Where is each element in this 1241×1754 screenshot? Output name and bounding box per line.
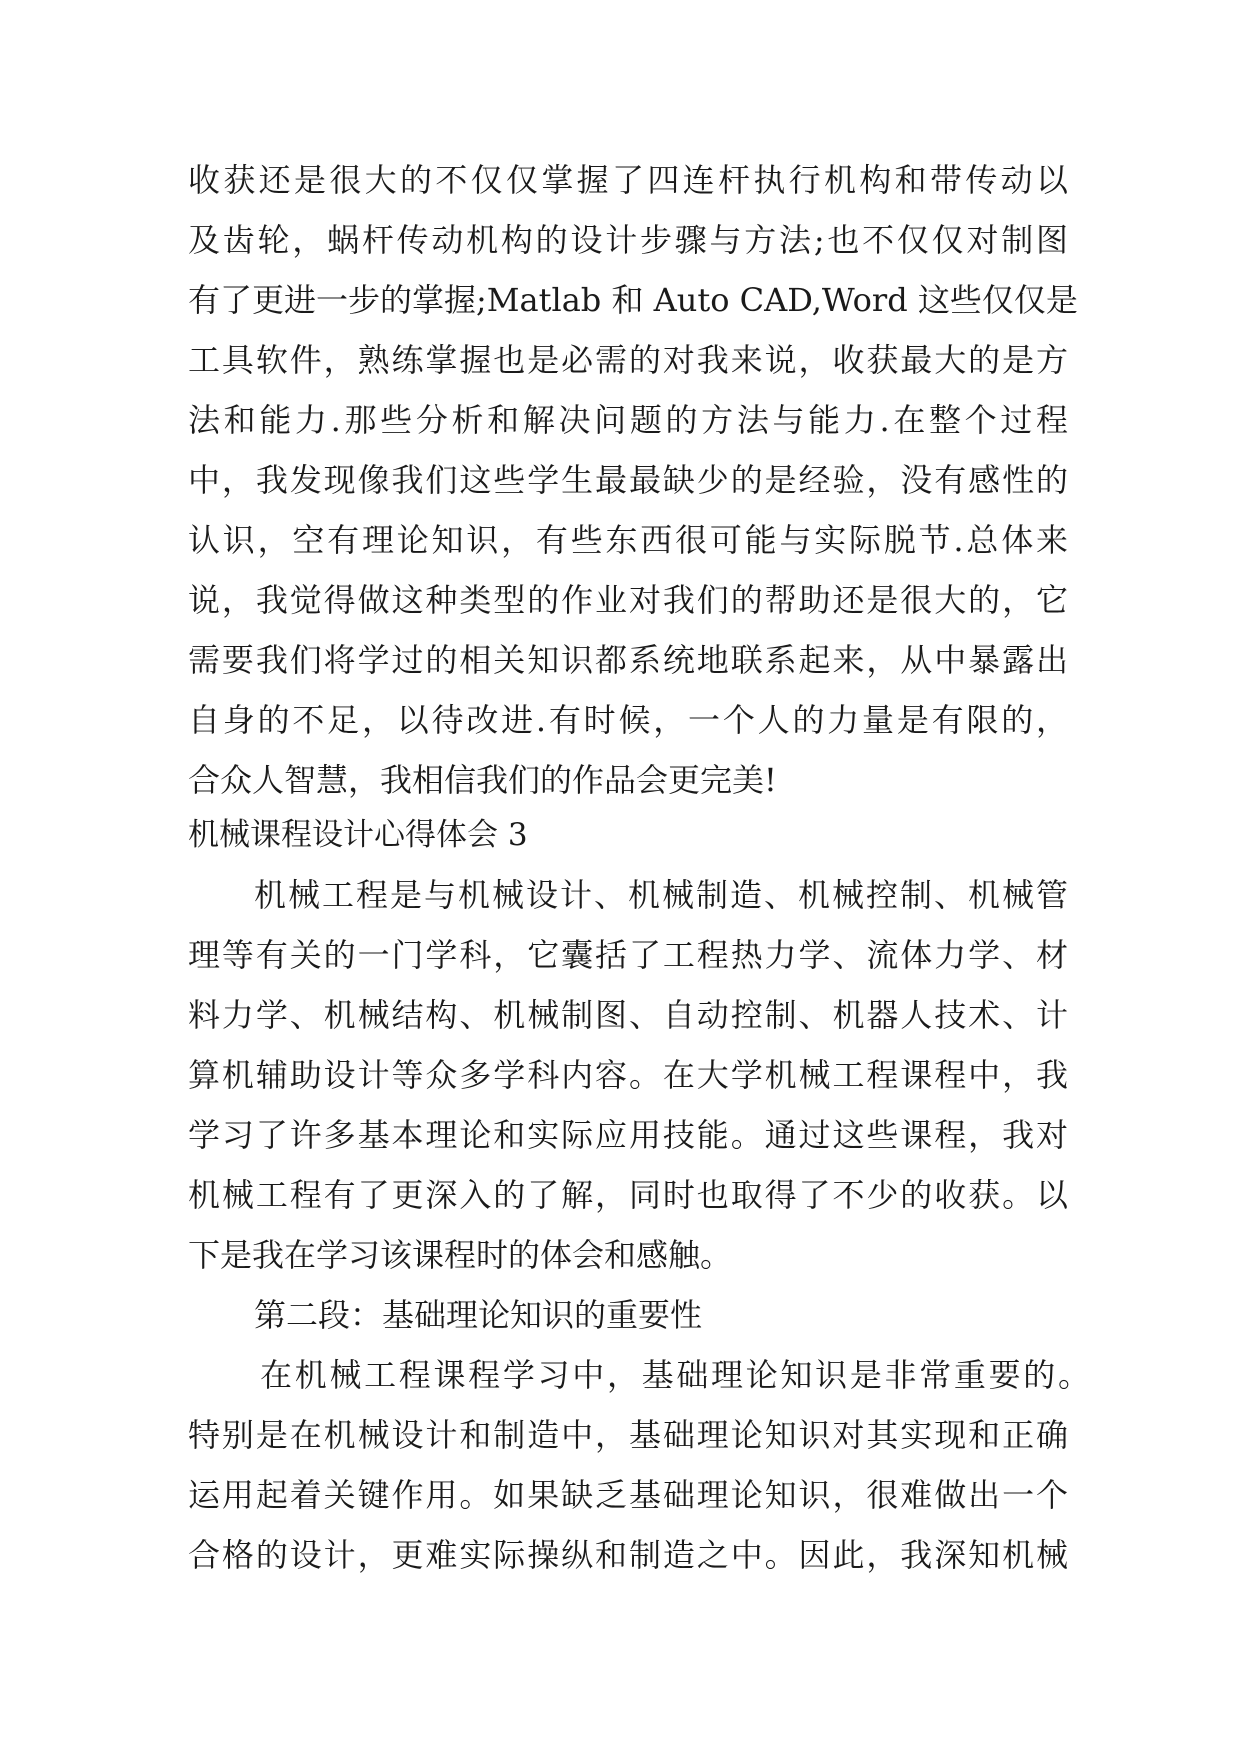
text-line: 中，我发现像我们这些学生最最缺少的是经验，没有感性的	[188, 461, 1068, 499]
text-line: 认识，空有理论知识，有些东西很可能与实际脱节.总体来	[188, 521, 1068, 559]
text-line: 及齿轮，蜗杆传动机构的设计步骤与方法;也不仅仅对制图	[188, 221, 1068, 259]
text-line: 运用起着关键作用。如果缺乏基础理论知识，很难做出一个	[188, 1476, 1068, 1514]
text-line: 算机辅助设计等众多学科内容。在大学机械工程课程中，我	[188, 1056, 1068, 1094]
subsection-heading: 第二段：基础理论知识的重要性	[254, 1296, 703, 1334]
section-heading: 机械课程设计心得体会 3	[188, 817, 528, 853]
text-line: 自身的不足，以待改进.有时候，一个人的力量是有限的，	[188, 701, 1068, 739]
text-line: 下是我在学习该课程时的体会和感触。	[188, 1236, 733, 1274]
text-line: 有了更进一步的掌握;Matlab 和 Auto CAD,Word 这些仅仅是	[188, 281, 1078, 319]
text-line: 合格的设计，更难实际操纵和制造之中。因此，我深知机械	[188, 1536, 1068, 1574]
text-line: 工具软件，熟练掌握也是必需的对我来说，收获最大的是方	[188, 341, 1068, 379]
text-line: 学习了许多基本理论和实际应用技能。通过这些课程，我对	[188, 1116, 1068, 1154]
text-line: 收获还是很大的不仅仅掌握了四连杆执行机构和带传动以	[188, 161, 1068, 199]
text-line: 说，我觉得做这种类型的作业对我们的帮助还是很大的，它	[188, 581, 1068, 619]
text-line: 机械工程有了更深入的了解，同时也取得了不少的收获。以	[188, 1176, 1068, 1214]
text-line: 特别是在机械设计和制造中，基础理论知识对其实现和正确	[188, 1416, 1068, 1454]
text-line: 料力学、机械结构、机械制图、自动控制、机器人技术、计	[188, 996, 1068, 1034]
paragraph-first-line: 在机械工程课程学习中，基础理论知识是非常重要的。	[260, 1356, 1090, 1394]
text-line: 理等有关的一门学科，它囊括了工程热力学、流体力学、材	[188, 936, 1068, 974]
text-line: 合众人智慧，我相信我们的作品会更完美!	[188, 761, 777, 799]
text-line: 需要我们将学过的相关知识都系统地联系起来，从中暴露出	[188, 641, 1068, 679]
text-line: 法和能力.那些分析和解决问题的方法与能力.在整个过程	[188, 401, 1068, 439]
paragraph-first-line: 机械工程是与机械设计、机械制造、机械控制、机械管	[254, 876, 1068, 914]
